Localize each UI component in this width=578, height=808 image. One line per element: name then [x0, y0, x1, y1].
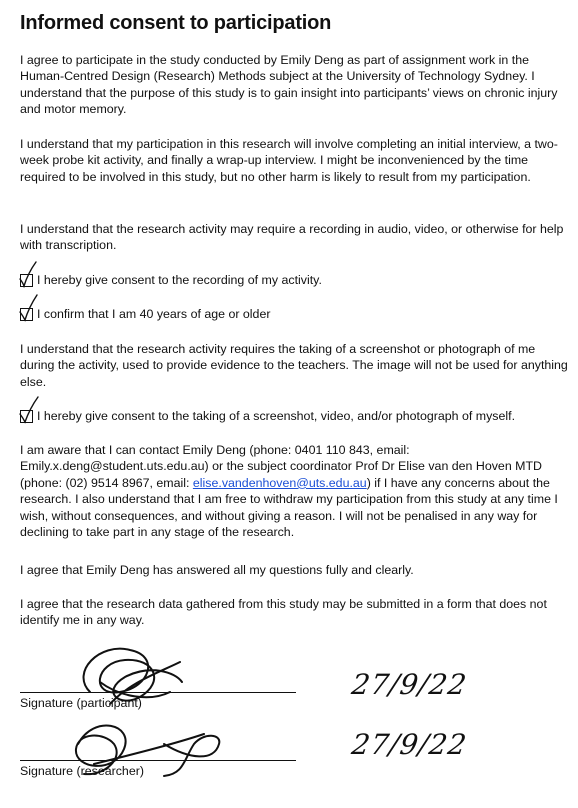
coordinator-email-link[interactable]: elise.vandenhoven@uts.edu.au	[192, 475, 367, 490]
researcher-date: 27/9/22	[349, 728, 470, 761]
paragraph-data-use: I agree that the research data gathered from this study may be submitted in a form that does not identify me in any way.	[20, 597, 547, 628]
checkmark-icon	[19, 397, 39, 423]
paragraph-recording: I understand that the research activity may require a recording in audio, video, or otherwise for help with transcription.	[20, 222, 564, 253]
paragraph-study-purpose: I agree to participate in the study conducted by Emily Deng as part of assignment work in the Human-Centred Design (Research) Methods subject at the University of Technology Sydney. I understand that the purpose of this study is to gain insight into participants’ views on chronic injury and motor memory.	[20, 53, 558, 117]
participant-date: 27/9/22	[349, 668, 470, 701]
checkmark-icon	[19, 295, 39, 321]
paragraph-questions: I agree that Emily Deng has answered all my questions fully and clearly.	[20, 563, 414, 577]
checkbox-row-photo[interactable]	[20, 408, 568, 424]
researcher-signature-line	[20, 760, 296, 761]
checkbox-age[interactable]	[20, 308, 33, 321]
contact-text-end: ) if I have any concerns about the research. I also understand that I am free to withdraw my participation from this study at any time I wish, without consequences, and without giving a reason. I will not be penalised in any way for declining to take part in any stage of the research.	[20, 475, 558, 540]
participant-signature-line	[20, 692, 296, 693]
checkbox-photo[interactable]	[20, 410, 33, 423]
checkmark-icon	[19, 261, 39, 287]
checkbox-recording[interactable]	[20, 274, 33, 287]
paragraph-contact	[20, 442, 568, 540]
contact-text-start: I am aware that I can contact Emily Deng (phone: 0401 110 843, email: Emily.x.deng@student.uts.edu.au) or the subject coordinator Prof Dr Elise van den Hoven MTD (phone: (02) 9514 8967, email:	[20, 443, 542, 490]
form-title: Informed consent to participation	[20, 12, 332, 34]
checkbox-label-age: I confirm that I am 40 years of age or older	[37, 307, 271, 321]
participant-signature-label: Signature (participant)	[20, 696, 142, 710]
researcher-signature-label: Signature (researcher)	[20, 764, 144, 778]
checkbox-row-age[interactable]	[20, 306, 568, 322]
checkbox-label-photo: I hereby give consent to the taking of a screenshot, video, and/or photograph of myself.	[37, 409, 516, 423]
checkbox-label-recording: I hereby give consent to the recording of my activity.	[37, 273, 322, 287]
paragraph-participation: I understand that my participation in this research will involve completing an initial interview, a two-week probe kit activity, and finally a wrap-up interview. I might be inconvenienced by the time required to be involved in this study, but no other harm is likely to result from my participation.	[20, 137, 558, 184]
paragraph-screenshot: I understand that the research activity requires the taking of a screenshot or photograph of me during the activity, used to provide evidence to the teachers. The image will not be used for anything else.	[20, 342, 568, 389]
checkbox-row-recording[interactable]	[20, 272, 568, 288]
